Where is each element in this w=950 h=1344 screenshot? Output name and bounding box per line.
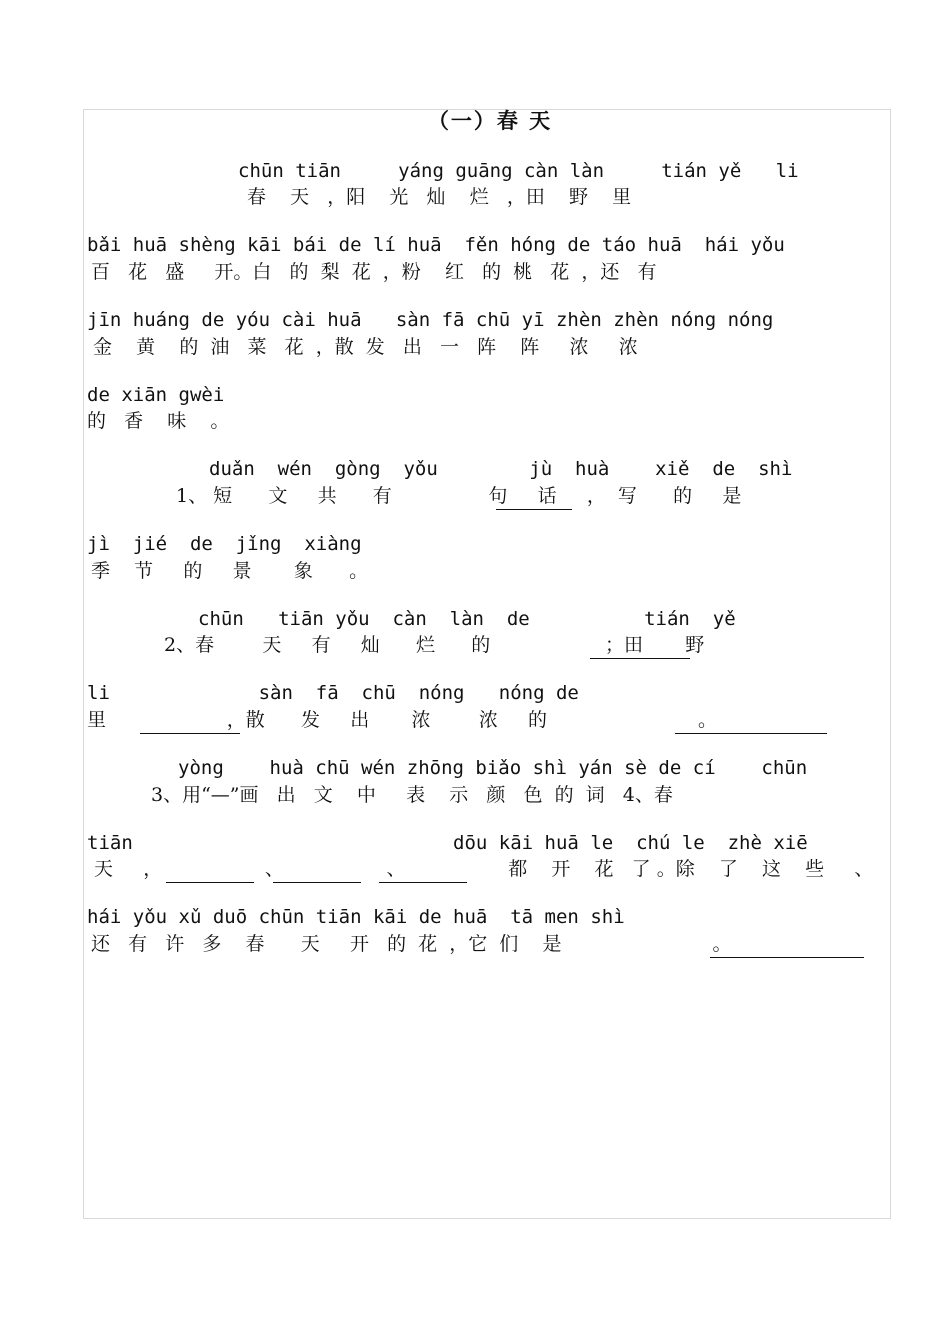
pinyin-line: li sàn fā chū nóng nóng de (87, 682, 579, 704)
pinyin-line: bǎi huā shèng kāi bái de lí huā fěn hóng de táo huā hái yǒu (87, 234, 785, 256)
pinyin-line: jì jié de jǐng xiàng (87, 533, 362, 555)
answer-blank[interactable] (140, 733, 240, 734)
answer-blank[interactable] (590, 658, 690, 659)
hanzi-line: 里 ，散 发 出 浓 浓 的 。 (87, 709, 718, 731)
hanzi-line: 2、春 天 有 灿 烂 的 ；田 野 (164, 634, 705, 656)
answer-blank[interactable] (496, 509, 572, 510)
answer-blank[interactable] (166, 882, 254, 883)
hanzi-line: 百 花 盛 开。白 的 梨 花 ，粉 红 的 桃 花 ，还 有 (91, 261, 657, 283)
answer-blank[interactable] (379, 882, 467, 883)
hanzi-line: 季 节 的 景 象 。 (91, 560, 369, 582)
hanzi-line: 3、用“—”画 出 文 中 表 示 颜 色 的 词 4、春 (151, 784, 673, 806)
pinyin-line: de xiān gwèi (87, 384, 225, 406)
pinyin-line: jīn huáng de yóu cài huā sàn fā chū yī zhèn zhèn nóng nóng (87, 309, 774, 331)
hanzi-line: 金 黄 的 油 菜 花 ，散 发 出 一 阵 阵 浓 浓 (93, 336, 638, 358)
pinyin-line: tiān dōu kāi huā le chú le zhè xiē (87, 832, 808, 854)
hanzi-line: 1、 短 文 共 有 句 话 ， 写 的 是 (176, 485, 742, 507)
answer-blank[interactable] (675, 733, 827, 734)
hanzi-line: 还 有 许 多 春 天 开 的 花 ，它 们 是 。 (91, 933, 732, 955)
pinyin-line: yòng huà chū wén zhōng biǎo shì yán sè de cí chūn (178, 757, 808, 779)
answer-blank[interactable] (710, 957, 864, 958)
hanzi-line: 春 天 ，阳 光 灿 烂 ，田 野 里 (247, 186, 632, 208)
pinyin-line: chūn tiān yǒu càn làn de tián yě (198, 608, 736, 630)
pinyin-line: duǎn wén gòng yǒu jù huà xiě de shì (209, 458, 793, 480)
hanzi-line: 的 香 味 。 (87, 410, 230, 432)
pinyin-line: hái yǒu xǔ duō chūn tiān kāi de huā tā men shì (87, 906, 625, 928)
page-title: （一）春 天 (427, 108, 553, 133)
hanzi-line: 天 ， 、 、 都 开 花 了 。除 了 这 些 、 (94, 858, 874, 880)
answer-blank[interactable] (273, 882, 361, 883)
pinyin-line: chūn tiān yáng guāng càn làn tián yě li (238, 160, 799, 182)
